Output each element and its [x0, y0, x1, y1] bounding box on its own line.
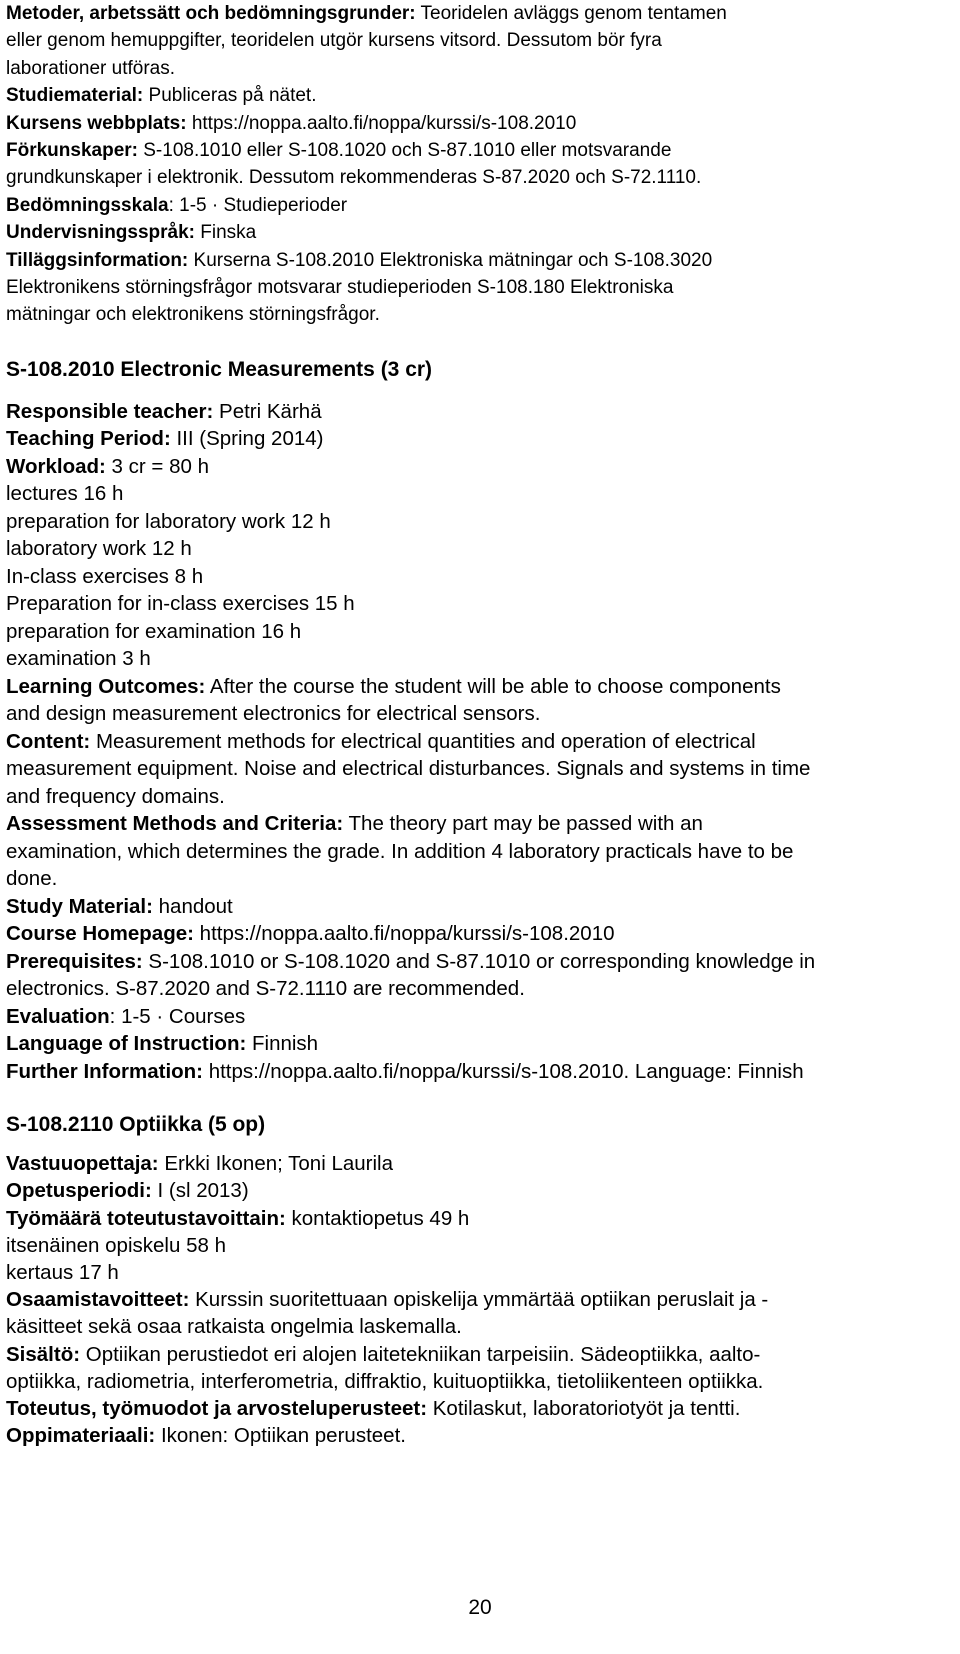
text-line: preparation for examination 16 h [6, 619, 302, 643]
field-label: Förkunskaper: [6, 140, 138, 162]
field-label: Workload: [6, 454, 106, 478]
field-value: The theory part may be passed with an [343, 812, 703, 835]
course-heading: S-108.2010 Electronic Measurements (3 cr) [6, 358, 433, 381]
field-label: Tilläggsinformation: [6, 249, 189, 271]
teacher-line [6, 1150, 768, 1177]
text-line: laborationer utföras. [6, 57, 175, 79]
field-value: S-108.1010 or S-108.1020 and S-87.1010 or corresponding knowledge in [142, 949, 816, 973]
field-value: Kotilaskut, laboratoriotyöt ja tentti. [427, 1397, 741, 1421]
field-value: Finska [195, 222, 257, 244]
field-value: Kurserna S-108.2010 Elektroniska mätningar och S-108.3020 [188, 249, 713, 271]
workload-line [6, 453, 815, 481]
field-value: https://noppa.aalto.fi/noppa/kurssi/s-108.2010 [186, 112, 577, 134]
field-label: Opetusperiodi: [6, 1179, 152, 1203]
page-number: 20 [468, 1596, 492, 1619]
website-line [6, 110, 727, 137]
learning-outcomes-line [6, 1286, 768, 1313]
text-line: itsenäinen opiskelu 58 h [6, 1233, 226, 1257]
field-value: kontaktiopetus 49 h [285, 1206, 470, 1230]
english-course-section [6, 356, 815, 1085]
teaching-period-line [6, 425, 815, 453]
field-label: Kursens webbplats: [6, 112, 187, 134]
text-line: lectures 16 h [6, 482, 124, 505]
teacher-line [6, 398, 815, 426]
text-line: examination, which determines the grade. In addition 4 laboratory practicals have to be [6, 839, 794, 863]
homepage-line [6, 920, 815, 948]
implementation-line [6, 1395, 768, 1422]
field-label: Responsible teacher: [6, 399, 214, 423]
field-label: Undervisningsspråk: [6, 222, 195, 244]
workload-line [6, 1205, 768, 1232]
field-value: Measurement methods for electrical quantities and operation of electrical [90, 729, 756, 753]
field-label: Further Information: [6, 1059, 204, 1083]
field-label: Metoder, arbetssätt och bedömningsgrunder: [6, 3, 416, 24]
field-label: Language of Instruction: [6, 1032, 247, 1055]
field-label: Osaamistavoitteet: [6, 1288, 190, 1312]
course-heading: S-108.2110 Optiikka (5 op) [6, 1113, 266, 1136]
field-label: Content: [6, 729, 91, 753]
field-label: Toteutus, työmuodot ja arvosteluperusteet: [6, 1397, 428, 1421]
field-value: Finnish [246, 1032, 319, 1055]
swedish-course-section [6, 0, 727, 329]
text-line: Elektronikens störningsfrågor motsvarar studieperioden S-108.180 Elektroniska [6, 277, 674, 299]
field-label: Teaching Period: [6, 427, 171, 450]
field-value: After the course the student will be able to choose components [205, 674, 781, 698]
field-label: Oppimateriaali: [6, 1424, 156, 1448]
field-value: III (Spring 2014) [170, 427, 324, 450]
field-value: 3 cr = 80 h [105, 454, 209, 478]
text-line: käsitteet sekä osaa ratkaista ongelmia laskemalla. [6, 1315, 462, 1339]
study-material-line [6, 893, 815, 921]
content-line [6, 728, 815, 756]
field-label: Assessment Methods and Criteria: [6, 812, 344, 835]
field-value: Erkki Ikonen; Toni Laurila [158, 1152, 393, 1176]
text-line: examination 3 h [6, 647, 151, 670]
grading-scale-line [6, 192, 727, 219]
text-line: In-class exercises 8 h [6, 564, 204, 588]
field-value: Petri Kärhä [213, 399, 322, 423]
field-value: : 1-5 · Courses [109, 1004, 246, 1028]
field-value: Teoridelen avläggs genom tentamen [415, 3, 727, 24]
text-line: preparation for laboratory work 12 h [6, 509, 331, 533]
text-line: Preparation for in-class exercises 15 h [6, 592, 355, 615]
study-material-line [6, 1422, 768, 1449]
field-value: Ikonen: Optiikan perusteet. [155, 1424, 406, 1448]
field-label: Course Homepage: [6, 922, 194, 945]
text-line: laboratory work 12 h [6, 537, 192, 560]
text-line: optiikka, radiometria, interferometria, diffraktio, kuituoptiikka, tietoliikenteen optiikka. [6, 1369, 764, 1393]
field-value: S-108.1010 eller S-108.1020 och S-87.1010 eller motsvarande [137, 140, 672, 162]
content-line [6, 1341, 768, 1368]
language-line [6, 219, 727, 246]
field-label: Sisältö: [6, 1342, 81, 1366]
evaluation-line [6, 1003, 815, 1031]
text-line: eller genom hemuppgifter, teoridelen utgör kursens vitsord. Dessutom bör fyra [6, 30, 662, 52]
finnish-course-section [6, 1111, 768, 1449]
text-line: done. [6, 867, 58, 890]
field-label: Evaluation [6, 1004, 110, 1028]
field-label: Study Material: [6, 894, 153, 918]
text-line: measurement equipment. Noise and electrical disturbances. Signals and systems in time [6, 757, 811, 780]
field-label: Vastuuopettaja: [6, 1152, 159, 1176]
field-label: Learning Outcomes: [6, 674, 206, 698]
prerequisites-line [6, 137, 727, 164]
field-label: Bedömningsskala [6, 194, 169, 216]
language-line [6, 1030, 815, 1058]
methods-line [6, 0, 727, 27]
assessment-line [6, 810, 815, 838]
field-label: Prerequisites: [6, 949, 143, 973]
text-line: mätningar och elektronikens störningsfrågor. [6, 304, 380, 326]
text-line: kertaus 17 h [6, 1261, 119, 1285]
text-line: and frequency domains. [6, 784, 225, 808]
additional-info-line [6, 247, 727, 274]
field-value: Publiceras på nätet. [143, 85, 317, 107]
field-value: : 1-5 · Studieperioder [168, 194, 348, 216]
field-value: handout [152, 894, 233, 918]
further-info-line [6, 1058, 815, 1086]
field-value: https://noppa.aalto.fi/noppa/kurssi/s-108.2010 [193, 922, 615, 945]
field-value: I (sl 2013) [151, 1179, 249, 1203]
field-value: https://noppa.aalto.fi/noppa/kurssi/s-108.2010. Language: Finnish [203, 1059, 804, 1083]
field-label: Työmäärä toteutustavoittain: [6, 1206, 286, 1230]
text-line: and design measurement electronics for electrical sensors. [6, 702, 541, 725]
field-value: Kurssin suoritettuaan opiskelija ymmärtää optiikan peruslait ja - [189, 1288, 769, 1312]
learning-outcomes-line [6, 673, 815, 701]
prerequisites-line [6, 948, 815, 976]
field-value: Optiikan perustiedot eri alojen laitetekniikan tarpeisiin. Sädeoptiikka, aalto- [80, 1342, 761, 1366]
text-line: grundkunskaper i elektronik. Dessutom rekommenderas S-87.2020 och S-72.1110. [6, 167, 702, 189]
field-label: Studiematerial: [6, 85, 144, 107]
teaching-period-line [6, 1177, 768, 1204]
study-material-line [6, 82, 727, 109]
text-line: electronics. S-87.2020 and S-72.1110 are recommended. [6, 977, 525, 1000]
